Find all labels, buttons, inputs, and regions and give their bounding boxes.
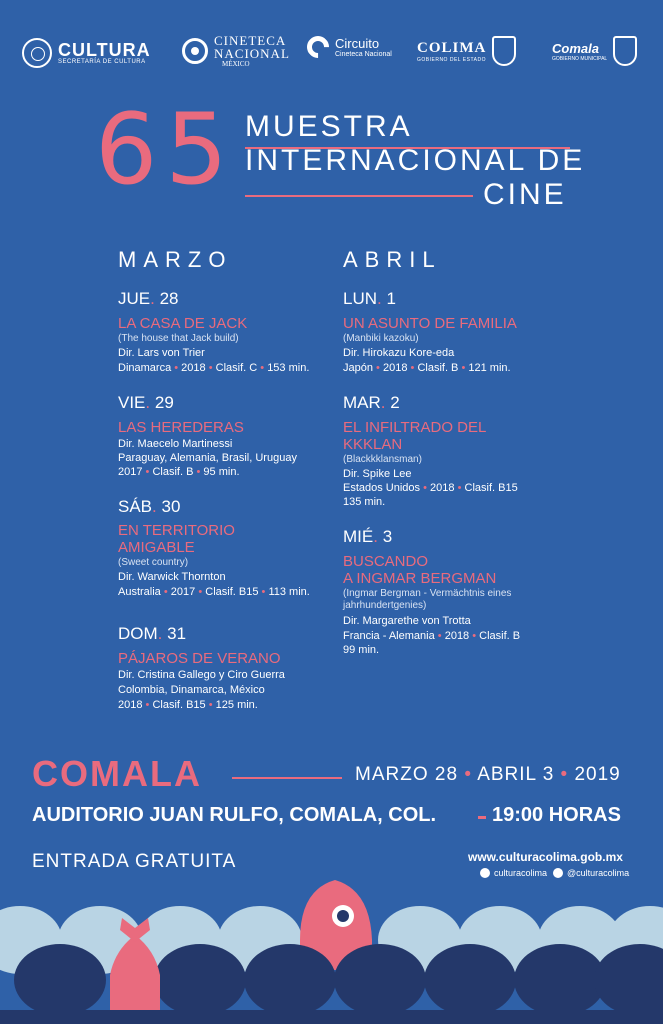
day-label: JUE. 28 (118, 289, 179, 308)
comala-logo (552, 36, 637, 66)
circuito-subtext: Cineteca Nacional (335, 50, 392, 58)
film-details: Estados Unidos • 2018 • Clasif. B15 (343, 482, 518, 494)
day-label: MIÉ. 3 (343, 527, 393, 546)
colima-logo (417, 36, 516, 66)
film-duration: 99 min. (343, 644, 380, 656)
audience-illustration (0, 880, 663, 1024)
film-title: PÁJAROS DE VERANO (118, 650, 281, 667)
film-details: 2017 • Clasif. B • 95 min. (118, 466, 240, 478)
cultura-logo (22, 38, 151, 68)
film-details: Dinamarca • 2018 • Clasif. C • 153 min. (118, 362, 310, 374)
film-title: EL INFILTRADO DEL (343, 419, 487, 436)
cultura-text: CULTURA (58, 40, 151, 60)
facebook-link[interactable]: culturacolima (480, 868, 547, 878)
film-details: Australia • 2017 • Clasif. B15 • 113 min. (118, 586, 310, 598)
film-director: Dir. Lars von Trier (118, 347, 205, 359)
film-title-2: A INGMAR BERGMAN (343, 570, 497, 587)
colima-subtext: GOBIERNO DEL ESTADO (417, 56, 486, 63)
film-details: 2018 • Clasif. B15 • 125 min. (118, 699, 258, 711)
city-title: COMALA (32, 753, 202, 794)
film-director: Dir. Maecelo Martinessi (118, 438, 233, 450)
film-director: Dir. Spike Lee (343, 468, 412, 480)
month-marzo: MARZO (118, 247, 233, 272)
floor (0, 1010, 663, 1024)
film-title: BUSCANDO (343, 553, 429, 570)
cineteca-text: CINETECA (214, 33, 287, 48)
title-line-1: MUESTRA (245, 110, 413, 143)
film-original-title: (Manbiki kazoku) (343, 333, 419, 344)
film-title: EN TERRITORIO (118, 522, 235, 539)
twitter-icon (553, 868, 563, 878)
edition-number: 65 (95, 93, 236, 207)
comala-shield-icon (613, 36, 637, 66)
free-entry: ENTRADA GRATUITA (32, 851, 237, 872)
film-details: Japón • 2018 • Clasif. B • 121 min. (343, 362, 511, 374)
film-title: UN ASUNTO DE FAMILIA (343, 315, 517, 332)
film-original-title: (Blackkklansman) (343, 454, 422, 465)
title-line-3: CINE (483, 178, 567, 211)
cineteca-logo (182, 34, 290, 68)
venue: AUDITORIO JUAN RULFO, COMALA, COL. (32, 804, 437, 826)
film-original-title: (Ingmar Bergman - Vermächtnis eines (343, 588, 512, 599)
day-label: LUN. 1 (343, 289, 396, 308)
circuito-text: Circuito (335, 35, 380, 51)
facebook-icon (480, 868, 490, 878)
website-link[interactable]: www.culturacolima.gob.mx (468, 850, 623, 864)
film-director: Dir. Cristina Gallego y Ciro Guerra (118, 669, 285, 681)
twitter-link[interactable]: @culturacolima (553, 868, 629, 878)
film-original-title: (The house that Jack build) (118, 333, 239, 344)
day-label: SÁB. 30 (118, 497, 181, 516)
day-label: VIE. 29 (118, 393, 174, 412)
film-title-2: KKKLAN (343, 436, 403, 453)
comala-subtext: GOBIERNO MUNICIPAL (552, 55, 608, 62)
film-reel-icon (182, 38, 208, 64)
city-rule (232, 777, 342, 779)
film-details: Francia - Alemania • 2018 • Clasif. B (343, 630, 521, 642)
cineteca-text-3: MÉXICO (222, 60, 250, 68)
mexico-seal-icon (22, 38, 52, 68)
month-abril: ABRIL (343, 247, 442, 272)
film-director: Dir. Warwick Thornton (118, 571, 226, 583)
circuito-logo (307, 36, 392, 58)
colima-text: COLIMA (417, 39, 487, 56)
title-rule-2 (245, 195, 473, 197)
title-line-2: INTERNACIONAL DE (245, 144, 586, 177)
cultura-subtext: SECRETARÍA DE CULTURA (58, 59, 146, 65)
comala-text: Comala (552, 40, 599, 56)
event-dates: MARZO 28 • ABRIL 3 • 2019 (355, 764, 621, 785)
sponsor-logos (22, 30, 642, 80)
film-director: Dir. Margarethe von Trotta (343, 615, 471, 627)
event-time: 19:00 HORAS (492, 804, 621, 826)
film-title: LAS HEREDERAS (118, 419, 244, 436)
circuito-ring-icon (302, 31, 333, 62)
film-duration: 135 min. (343, 496, 386, 508)
film-original-title: (Sweet country) (118, 557, 189, 568)
day-label: DOM. 31 (118, 624, 187, 643)
cineteca-text-2: NACIONAL (214, 46, 290, 61)
film-country: Paraguay, Alemania, Brasil, Uruguay (118, 452, 297, 464)
colima-shield-icon (492, 36, 516, 66)
film-director: Dir. Hirokazu Kore-eda (343, 347, 455, 359)
day-label: MAR. 2 (343, 393, 400, 412)
film-country: Colombia, Dinamarca, México (118, 684, 265, 696)
venue-dash (478, 816, 486, 819)
film-original-title-2: jahrhundertgenies) (343, 600, 427, 611)
film-title: LA CASA DE JACK (118, 315, 248, 332)
film-title-2: AMIGABLE (118, 539, 195, 556)
